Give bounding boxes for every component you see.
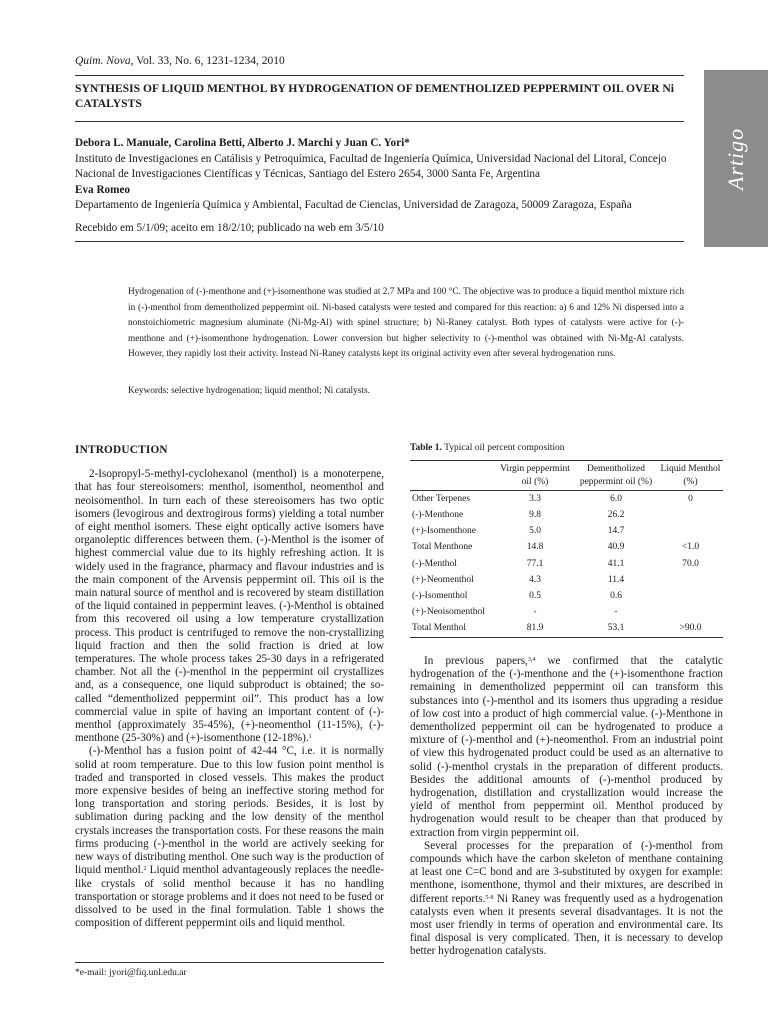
table-cell: 4.3: [529, 574, 541, 585]
table-cell: 81.9: [526, 623, 544, 634]
authors-block: [75, 136, 695, 214]
paragraph: [410, 655, 723, 840]
paragraph-text: 2-Isopropyl-5-methyl-cyclohexanol (menthol) is a monoterpene, that has four stereoisomers: menthol, isomenthol, neomenthol and neoisomenthol. In turn each of these stereoisomers has two optic isomers (levogirous and dextrogirous forms) yielding a total number of eight menthol isomers. These eight optically active isomers have organoleptic differences between them. (-)-Menthol is the isomer of highest commercial value due to its highly refreshing action. It is widely used in the fragrance, pharmacy and flavour industries and is the main component of the Arvensis peppermint oil. This oil is the main natural source of menthol and is recovered by steam distillation of the liquid contained in peppermint leaves. (-)-Menthol is obtained from this recovered oil using a low temperature crystallization process. This product is centrifuged to remove the non-crystallizing liquid fraction and then the solid fraction is dried at low temperatures. The whole process takes 25-30 days in a refrigerated chamber. Not all the (-)-menthol in the peppermint oil crystallizes and, as a consequence, one liquid subproduct is obtained; the so-called “dementholized peppermint oil”. This product has a low commercial value in spite of having an important content of (-)-menthol (approximately 35-45%), (+)-neomenthol (11-15%), (-)-menthone (25-30%) and (+)-isomenthone (12-18%).: [75, 468, 384, 745]
table-cell: >90.0: [679, 623, 702, 634]
table-row-label: (-)-Isomenthol: [412, 590, 468, 601]
table-row-label: Other Terpenes: [412, 493, 470, 504]
table-cell: 53.1: [607, 623, 625, 634]
table-row-label: Total Menthone: [412, 542, 473, 553]
table-caption-text: Typical oil percent composition: [441, 443, 565, 453]
header-rule: [75, 75, 684, 76]
table-cell: [658, 604, 723, 620]
paragraph: [410, 840, 723, 959]
table-row-label: (+)-Isomenthone: [412, 526, 476, 537]
table-cell: 41.1: [607, 558, 625, 569]
table-cell: -: [614, 607, 618, 618]
table-cell: [658, 507, 723, 523]
table-row: [410, 491, 723, 508]
table-row: [410, 621, 723, 638]
received-rule: [75, 241, 684, 242]
table-cell: -: [533, 607, 537, 618]
table-row-label: Total Menthol: [412, 623, 466, 634]
table-cell: [658, 588, 723, 604]
author-names-1: Debora L. Manuale, Carolina Betti, Alberto J. Marchi y Juan C. Yori*: [75, 137, 410, 149]
section-heading-introduction: INTRODUCTION: [75, 444, 168, 456]
table-cell: 70.0: [682, 558, 699, 569]
author-affiliation-1: Instituto de Investigaciones en Catálisis y Petroquímica, Facultad de Ingeniería Química, Universidad Nacional del Litoral, Concejo Nacional de Investigaciones Científicas y Técnicas, Santiago del Estero 2654, 3000 Santa Fe, Argentina: [75, 152, 667, 180]
right-column: [410, 655, 723, 959]
table-row: [410, 540, 723, 556]
composition-table: [410, 460, 723, 638]
title-rule: [75, 121, 684, 122]
paragraph-text: Several processes for the preparation of (-)-menthol from compounds which have the carbon skeleton of menthane containing at least one C=C bond and are 3-substituted by oxygen for example: menthone, isomenthone, thymol and their mixtures, are described in different reports.: [410, 839, 723, 905]
paragraph: [75, 468, 384, 745]
table-cell: 14.8: [526, 542, 544, 553]
table-cell: 5.0: [529, 526, 541, 537]
left-column: [75, 444, 384, 930]
table-row: [410, 604, 723, 620]
abstract: Hydrogenation of (-)-menthone and (+)-isomenthone was studied at 2.7 MPa and 100 °C. The objective was to produce a liquid menthol mixture rich in (-)-menthol from dementholized peppermint oil. Ni-based catalysts were tested and compared for this reaction: a) 6 and 12% Ni dispersed into a nonstoichiometric magnesium aluminate (Ni-Mg-Al) with spinel structure; b) Ni-Raney catalyst. Both types of catalysts were active for (-)-menthone and (+)-isomenthone hydrogenation. Lower conversion but higher selectivity to (-)-menthol was obtained with Ni-Mg-Al catalysts. However, they rapidly lost their activity. Instead Ni-Raney catalysts kept its original activity even after several hydrogenation runs.: [128, 287, 684, 360]
table-cell: 0.5: [529, 590, 541, 601]
paragraph-text: we confirmed that the catalytic hydrogenation of the (-)-menthone and the (+)-isomenthone fraction remaining in dementholized peppermint oil can transform this substances into (-)-menthol and its isomers thus upgrading a residue of low cost into a product of high commercial value. (-)-Menthone in dementholized peppermint oil can be hydrogenated to produce a mixture of (-)-menthol and (+)-neomenthol. From an industrial point of view this hydrogenated product could be used as an alternative to solid (-)-menthol crystals in the preparation of different products. Besides the additional amounts of (-)-menthol produced by hydrogenation, distillation and crystallization would increase the yield of menthol from peppermint oil. Menthol produced by hydrogenation would result to be cheaper than that produced by extraction from virgin peppermint oil.: [410, 655, 723, 839]
author-affiliation-2: Departamento de Ingeniería Química y Ambiental, Facultad de Ciencias, Universidad de Zaragoza, 50009 Zaragoza, España: [75, 199, 632, 211]
table-row-label: (-)-Menthol: [412, 558, 457, 569]
citation-ref: 5-8: [485, 894, 494, 901]
table-row-label: (+)-Neoisomenthol: [412, 607, 485, 618]
table-header-cell: Liquid Menthol (%): [660, 464, 721, 487]
section-tab-label: Artigo: [723, 127, 748, 190]
table-cell: 6.0: [610, 493, 622, 504]
table-cell: 0: [688, 493, 693, 504]
paragraph-text: In previous papers,: [424, 655, 528, 667]
table-row: [410, 588, 723, 604]
citation-ref: 2: [143, 866, 147, 873]
table-cell: 0.6: [610, 590, 622, 601]
table-row: [410, 523, 723, 539]
table-row: [410, 572, 723, 588]
table-cell: 40.9: [607, 542, 625, 553]
table-body: [410, 491, 723, 638]
article-title: SYNTHESIS OF LIQUID MENTHOL BY HYDROGENATION OF DEMENTHOLIZED PEPPERMINT OIL OVER Ni CATALYSTS: [75, 82, 674, 110]
paragraph-text: (-)-Menthol has a fusion point of 42-44 °C, i.e. it is normally solid at room temperature. Due to this low fusion point menthol is traded and transported in closed vessels. This makes the product more expensive besides of being an ineffective storing method for long transportation and storing periods. Besides, it is lost by sublimation during packing and the low density of the menthol crystals increases the transportation costs. For these reasons the main firms producing (-)-menthol in the world are actively seeking for new ways of distributing menthol. One such way is the production of liquid menthol.: [75, 745, 384, 877]
table-cell: [658, 523, 723, 539]
table-cell: 14.7: [607, 526, 625, 537]
table-cell: 3.3: [529, 493, 541, 504]
table-cell: <1.0: [681, 542, 700, 553]
table-cell: [658, 572, 723, 588]
table-header-cell: [410, 461, 496, 491]
section-tab: [704, 70, 768, 247]
table-cell: 77.1: [526, 558, 544, 569]
table-cell: 11.4: [607, 574, 625, 585]
table-row-label: (+)-Neomenthol: [412, 574, 474, 585]
table-row: [410, 507, 723, 523]
table-caption-label: Table 1.: [410, 443, 442, 453]
footnote-email: *e-mail: jyori@fiq.unl.edu.ar: [75, 968, 187, 978]
table-row: [410, 556, 723, 572]
table-header-cell: Dementholized peppermint oil (%): [579, 464, 653, 487]
table-header-cell: Virgin peppermint oil (%): [500, 464, 570, 487]
journal-name: Quim. Nova: [75, 55, 131, 67]
paragraph-text: Ni Raney was frequently used as a hydrogenation catalysts even when it presents several disadvantages. It is not the most user friendly in terms of operation and environmental care. Its final disposal is very complicated. Then, it is necessary to develop better hydrogenation catalysts.: [410, 892, 724, 958]
citation-ref: 3,4: [527, 657, 536, 663]
keywords: Keywords: selective hydrogenation; liquid menthol; Ni catalysts.: [128, 386, 370, 396]
table-caption: [410, 443, 565, 453]
paragraph: [75, 745, 384, 930]
journal-details: , Vol. 33, No. 6, 1231-1234, 2010: [130, 55, 285, 67]
table-cell: 26.2: [607, 509, 625, 520]
table-cell: 9.8: [529, 509, 541, 520]
table-row-label: (-)-Menthone: [412, 509, 464, 520]
journal-reference: [75, 55, 285, 67]
table-header-row: [410, 461, 723, 491]
citation-ref: 1: [308, 734, 312, 741]
footnote-rule: [75, 962, 384, 963]
received-dates: Recebido em 5/1/09; aceito em 18/2/10; publicado na web em 3/5/10: [75, 222, 384, 234]
paragraph-text: Liquid menthol advantageously replaces the needle-like crystals of solid menthol because it has no handling transportation or storage problems and it does not need to be fused or dissolved to be used in the final formulation. Table 1 shows the composition of different peppermint oils and liquid menthol.: [75, 864, 384, 930]
author-names-2: Eva Romeo: [75, 183, 130, 196]
